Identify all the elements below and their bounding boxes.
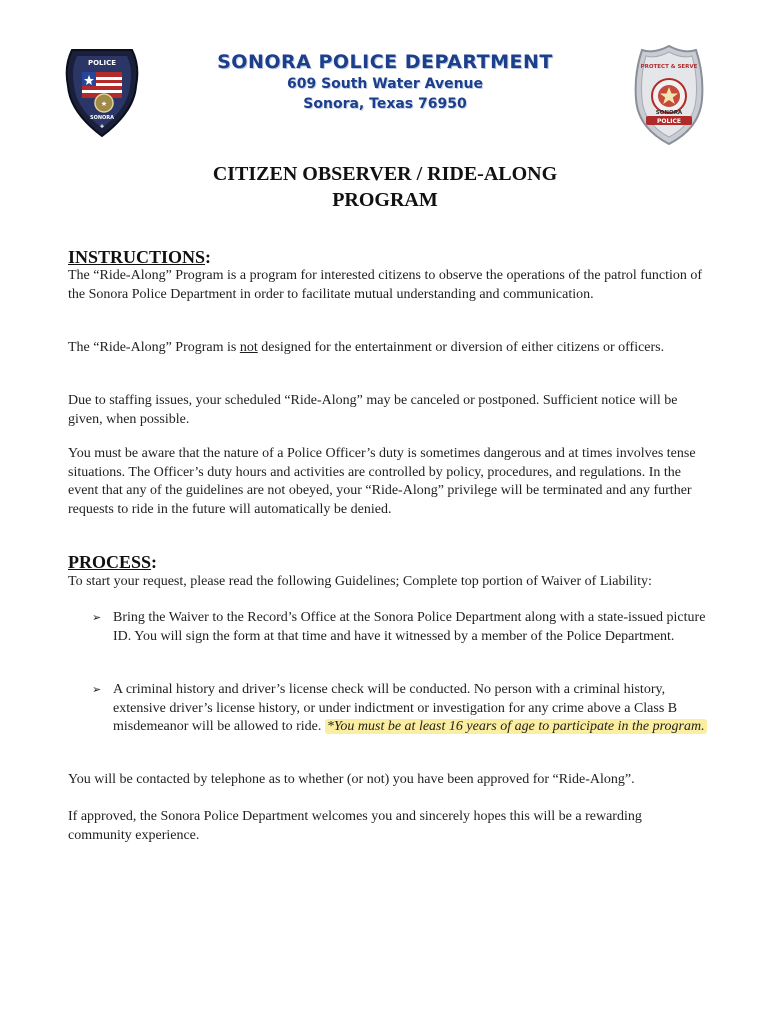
- instructions-paragraph-1: The “Ride-Along” Program is a program for interested citizens to observe the operations of the patrol function of the Sonora Police Department in order to facilitate mutual understanding and communication.: [68, 268, 703, 302]
- instructions-heading-colon: :: [205, 247, 212, 267]
- instructions-heading-text: INSTRUCTIONS: [68, 247, 206, 267]
- arrow-bullet-icon: ➢: [92, 611, 102, 624]
- instructions-paragraph-4: You must be aware that the nature of a Police Officer’s duty is sometimes dangerous and at times involves tense situations. The Officer’s duty hours and activities are controlled by policy, procedures, and regulations. In the event that any of the guidelines are not obeyed, your “Ride-Along” privilege will be terminated and any further requests to ride in the future will automatically be denied.: [68, 446, 696, 517]
- badge-city: SONORA: [655, 110, 683, 116]
- patch-text-mid: SONORA: [89, 115, 115, 121]
- age-requirement-highlight: *You must be at least 16 years of age to participate in the program.: [326, 719, 705, 734]
- address-city: Sonora, Texas 76950: [303, 96, 467, 112]
- p2-underlined-not: not: [239, 340, 258, 355]
- contact-paragraph: You will be contacted by telephone as to whether (or not) you have been approved for “Ride-Along”.: [68, 772, 635, 787]
- instructions-paragraph-2: [68, 339, 708, 358]
- title-line-1: CITIZEN OBSERVER / RIDE-ALONG: [212, 163, 558, 185]
- letterhead: [170, 50, 600, 114]
- arrow-bullet-icon: ➢: [92, 683, 102, 696]
- department-name: SONORA POLICE DEPARTMENT: [217, 51, 553, 73]
- svg-text:✚: ✚: [99, 124, 105, 130]
- p2-text-before: The “Ride-Along” Program is: [68, 340, 240, 355]
- instructions-paragraph-3: Due to staffing issues, your scheduled “Ride-Along” may be canceled or postponed. Sufficient notice will be given, when possible.: [68, 393, 678, 427]
- bullet-2-body: A criminal history and driver’s license check will be conducted. No person with a criminal history, extensive driver’s license history, or under indictment or investigation for any crime above a Class B misdemeanor will be allowed to ride.: [113, 682, 678, 734]
- welcome-paragraph: If approved, the Sonora Police Department welcomes you and sincerely hopes this will be a rewarding community experience.: [68, 809, 642, 843]
- address-street: 609 South Water Avenue: [286, 76, 484, 92]
- process-heading-colon: :: [151, 552, 158, 572]
- instructions-heading: [68, 247, 211, 268]
- police-patch-logo: [64, 46, 140, 140]
- bullet-1-text: Bring the Waiver to the Record’s Office at the Sonora Police Department along with a state-issued picture ID. You will sign the form at that time and have it witnessed by a member of the Police Department.: [113, 610, 706, 644]
- document-title: [100, 161, 670, 213]
- process-bullet-1: [92, 609, 707, 646]
- svg-text:★: ★: [100, 100, 108, 108]
- bullet-2-text: [113, 681, 707, 737]
- police-badge-logo: [634, 44, 704, 146]
- process-heading: [68, 552, 157, 573]
- title-line-2: PROGRAM: [332, 189, 438, 211]
- process-intro: To start your request, please read the following Guidelines; Complete top portion of Waiver of Liability:: [68, 574, 652, 589]
- patch-text-top: POLICE: [87, 59, 117, 67]
- p2-text-after: designed for the entertainment or diversion of either citizens or officers.: [257, 340, 665, 355]
- process-bullet-2: [92, 681, 707, 737]
- process-heading-text: PROCESS: [68, 552, 152, 572]
- badge-text: PROTECT & SERVE: [640, 64, 698, 70]
- badge-word: POLICE: [656, 118, 682, 125]
